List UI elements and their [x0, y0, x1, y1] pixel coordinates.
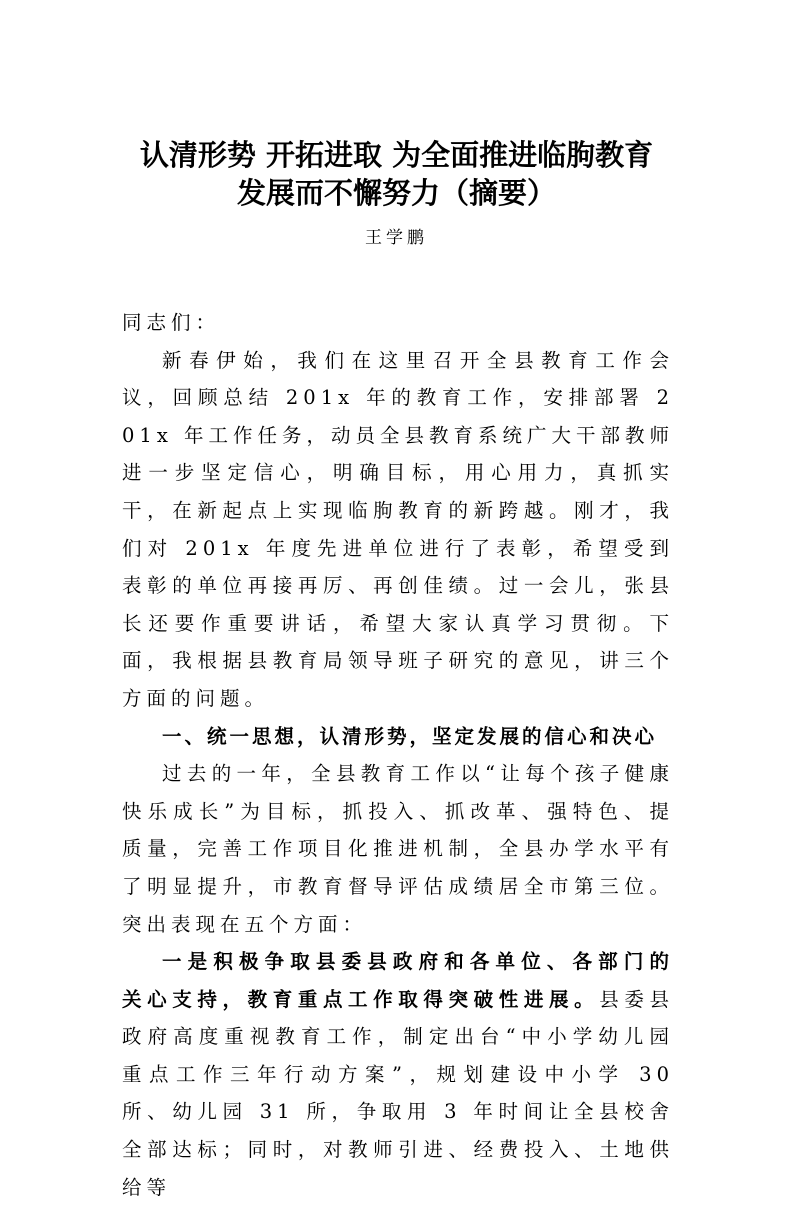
point-1-paragraph: [122, 943, 674, 1206]
document-title-line-2: 发展而不懈努力（摘要）: [236, 176, 556, 210]
author-name: 王学鹏: [365, 228, 428, 248]
opening-paragraph: 新春伊始，我们在这里召开全县教育工作会议，回顾总结 201x 年的教育工作，安排部署 201x 年工作任务，动员全县教育系统广大干部教师进一步坚定信心，明确目标，用心用力，真抓实干，在新起点上实现临朐教育的新跨越。刚才，我们对 201x 年度先进单位进行了表彰，希望受到表彰的单位再接再厉、再创佳绩。过一会儿，张县长还要作重要讲话，希望大家认真学习贯彻。下面，我根据县教育局领导班子研究的意见，讲三个方面的问题。: [122, 348, 675, 710]
document-title-line-1: 认清形势 开拓进取 为全面推进临朐教育: [139, 138, 654, 172]
salutation: 同志们：: [122, 311, 221, 334]
section-1-paragraph: 过去的一年，全县教育工作以“让每个孩子健康快乐成长”为目标，抓投入、抓改革、强特色、提质量，完善工作项目化推进机制，全县办学水平有了明显提升，市教育督导评估成绩居全市第三位。突出表现在五个方面：: [122, 762, 674, 936]
point-1-text: 县委县政府高度重视教育工作，制定出台“中小学幼儿园重点工作三年行动方案”，规划建设中小学 30 所、幼儿园 31 所，争取用 3 年时间让全县校舍全部达标；同时，对教师引进、经费投入、土地供给等: [122, 987, 674, 1199]
point-1-lead: 一是积极争取县委县政府和各单位、各部门的关心支持，教育重点工作取得突破性进展。: [122, 950, 674, 1011]
section-heading-1: 一、统一思想，认清形势，坚定发展的信心和决心: [162, 724, 658, 748]
document-body: [122, 304, 674, 1206]
